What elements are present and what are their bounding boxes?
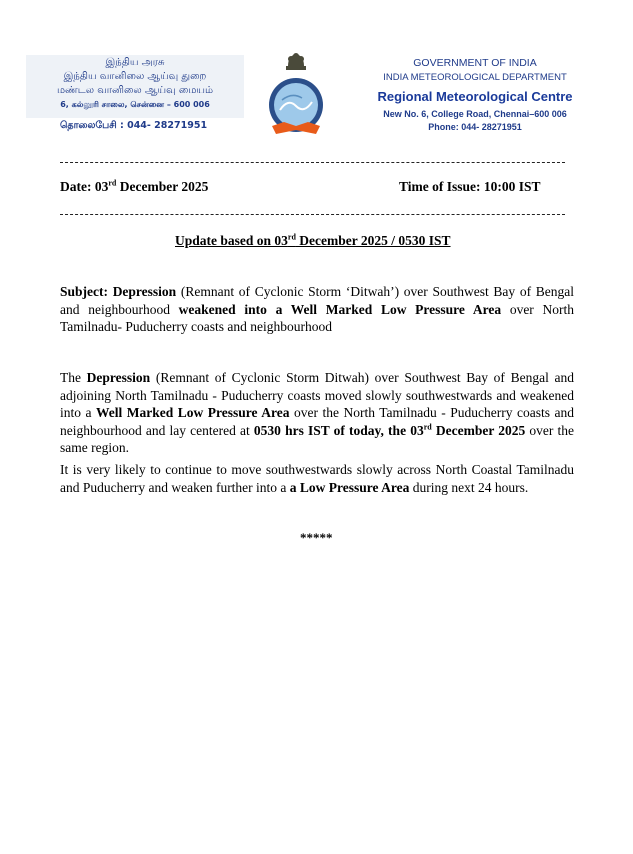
english-header [366,57,584,132]
divider-bottom [60,214,565,215]
body-paragraph-1: The Depression (Remnant of Cyclonic Storm Ditwah) over Southwest Bay of Bengal and adjoining North Tamilnadu - Puducherry coasts moved slowly southwestwards and weakened into a Well Marked Low Pressure Area over the North Tamilnadu - Puducherry coasts and neighbourhood and lay centered at 0530 hrs IST of today, the 03rd December 2025 over the same region. [60,370,575,455]
body-paragraph-2: It is very likely to continue to move southwestwards slowly across North Coastal Tamilnadu and Puducherry and weaken further into a a Low Pressure Area during next 24 hours. [60,462,574,495]
english-government: GOVERNMENT OF INDIA [413,57,537,69]
end-marker: ***** [300,530,333,545]
tamil-address: 6, கல்லூரி சாலை, சென்னை – 600 006 [60,100,210,109]
english-centre: Regional Meteorological Centre [377,89,573,104]
issue-date: Date: 03rd December 2025 [60,178,209,194]
emblem-icon [264,50,328,140]
tamil-centre: மண்டல வானிலை ஆய்வு மையம் [56,85,213,96]
tamil-department: இந்திய வானிலை ஆய்வு துறை [63,71,207,82]
subject-paragraph: Subject: Depression (Remnant of Cyclonic Storm ‘Ditwah’) over Southwest Bay of Bengal and neighbourhood weakened into a Well Marked Low Pressure Area over North Tamilnadu- Puducherry coasts and neighbourhood [60,284,575,334]
tamil-phone: தொலைபேசி : 044- 28271951 [60,120,208,131]
english-phone: Phone: 044- 28271951 [428,122,522,132]
english-department: INDIA METEOROLOGICAL DEPARTMENT [383,72,567,83]
english-address: New No. 6, College Road, Chennai–600 006 [383,109,567,119]
tamil-government: இந்திய அரசு [105,57,165,68]
issue-time: Time of Issue: 10:00 IST [399,179,541,194]
tamil-header [26,55,244,118]
update-heading: Update based on 03rd December 2025 / 0530 IST [175,232,451,248]
divider-top [60,162,565,163]
